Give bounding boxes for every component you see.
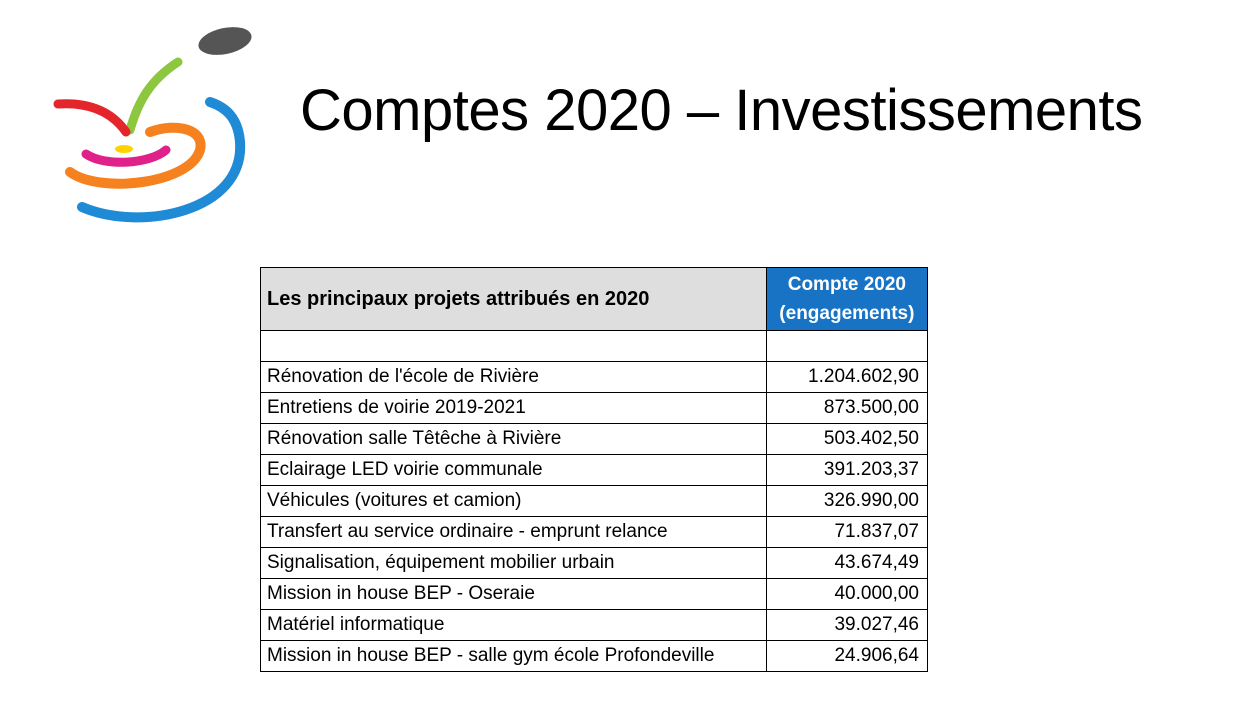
row-value: 326.990,00 xyxy=(766,486,927,517)
header-value-cell xyxy=(766,268,927,331)
row-label: Eclairage LED voirie communale xyxy=(261,455,767,486)
projects-table xyxy=(260,267,928,672)
row-label: Véhicules (voitures et camion) xyxy=(261,486,767,517)
row-value: 71.837,07 xyxy=(766,517,927,548)
empty-cell xyxy=(261,331,767,362)
row-label: Entretiens de voirie 2019-2021 xyxy=(261,393,767,424)
row-value: 39.027,46 xyxy=(766,610,927,641)
table-row xyxy=(261,455,928,486)
table-header-row xyxy=(261,268,928,331)
table-row xyxy=(261,393,928,424)
row-value: 43.674,49 xyxy=(766,548,927,579)
header-label-cell: Les principaux projets attribués en 2020 xyxy=(261,268,767,331)
row-value: 24.906,64 xyxy=(766,641,927,672)
row-label: Signalisation, équipement mobilier urbain xyxy=(261,548,767,579)
header-value-line1: Compte 2020 xyxy=(787,274,907,295)
table-row xyxy=(261,362,928,393)
row-label: Matériel informatique xyxy=(261,610,767,641)
header-value-line2: (engagements) xyxy=(779,303,915,324)
row-value: 873.500,00 xyxy=(766,393,927,424)
slide-title: Comptes 2020 – Investissements xyxy=(300,78,1143,143)
row-label: Rénovation salle Têtêche à Rivière xyxy=(261,424,767,455)
table-row xyxy=(261,486,928,517)
row-label: Transfert au service ordinaire - emprunt relance xyxy=(261,517,767,548)
row-label: Mission in house BEP - salle gym école Profondeville xyxy=(261,641,767,672)
table-row xyxy=(261,548,928,579)
row-value: 503.402,50 xyxy=(766,424,927,455)
table-row xyxy=(261,424,928,455)
empty-row xyxy=(261,331,928,362)
municipal-logo-icon xyxy=(50,22,260,237)
table-row xyxy=(261,517,928,548)
row-label: Mission in house BEP - Oseraie xyxy=(261,579,767,610)
row-value: 40.000,00 xyxy=(766,579,927,610)
empty-cell xyxy=(766,331,927,362)
table-row xyxy=(261,610,928,641)
row-value: 1.204.602,90 xyxy=(766,362,927,393)
row-label: Rénovation de l'école de Rivière xyxy=(261,362,767,393)
table-row xyxy=(261,579,928,610)
table-row xyxy=(261,641,928,672)
row-value: 391.203,37 xyxy=(766,455,927,486)
